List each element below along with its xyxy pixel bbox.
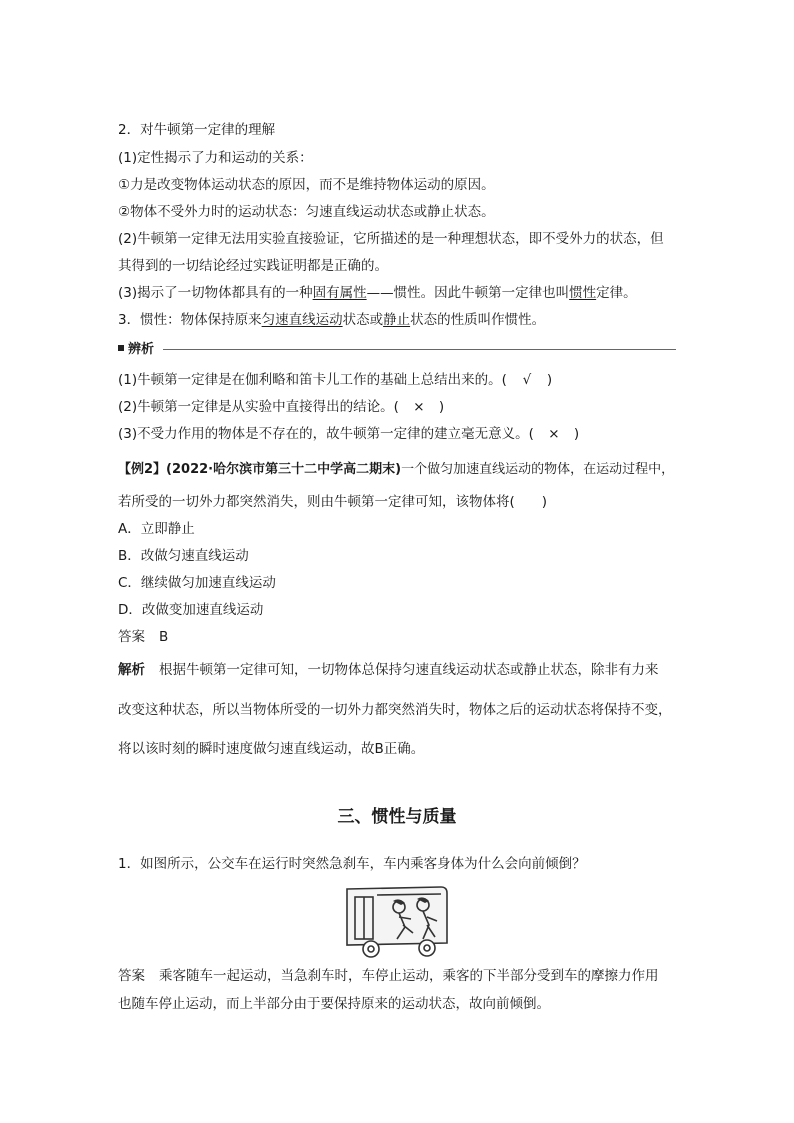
text-line: ②物体不受外力时的运动状态：匀速直线运动状态或静止状态。 [118, 204, 495, 220]
answer-label: 答案 [118, 629, 145, 645]
underlined-term: 静止 [383, 312, 411, 328]
cross-mark: × [548, 426, 560, 442]
example-question [118, 460, 674, 480]
answer-line [118, 966, 659, 986]
text-segment: 状态的性质叫作惯性。 [410, 312, 546, 328]
analysis-text: 改变这种状态，所以当物体所受的一切外力都突然消失时，物体之后的运动状态将保持不变， [118, 702, 672, 718]
answer-text: 乘客随车一起运动，当急刹车时，车停止运动，乘客的下半部分受到车的摩擦力作用 [159, 968, 659, 984]
judgement-text: (2)牛顿第一定律是从实验中直接得出的结论。( [118, 399, 399, 415]
judgement-item [118, 370, 552, 390]
judgement-item [118, 424, 579, 444]
judgement-text: (3)不受力作用的物体是不存在的，故牛顿第一定律的建立毫无意义。( [118, 426, 534, 442]
square-bullet-icon [118, 345, 124, 351]
text-segment: (3)揭示了一切物体都具有的一种 [118, 285, 313, 301]
check-mark: √ [522, 372, 532, 388]
bianxi-label: 辨析 [128, 342, 155, 357]
text-segment: 定律。 [596, 285, 637, 301]
close-paren: ) [546, 372, 553, 388]
cross-mark: × [413, 399, 425, 415]
analysis-text: 根据牛顿第一定律可知，一切物体总保持匀速直线运动状态或静止状态，除非有力来 [159, 662, 659, 678]
section-title: 三、惯性与质量 [337, 807, 457, 827]
text-line: 其得到的一切结论经过实践证明都是正确的。 [118, 258, 388, 274]
example-source: (2022·哈尔滨市第三十二中学高二期末) [166, 462, 402, 477]
answer-value: B [159, 629, 169, 645]
text-line: (2)牛顿第一定律无法用实验直接验证，它所描述的是一种理想状态，即不受外力的状态，但 [118, 231, 664, 247]
judgement-item [118, 397, 444, 417]
analysis-label: 解析 [118, 662, 145, 678]
text-segment: 3．惯性：物体保持原来 [118, 312, 262, 328]
close-paren: ) [573, 426, 580, 442]
divider [163, 349, 676, 350]
analysis-text: 将以该时刻的瞬时速度做匀速直线运动，故B正确。 [118, 741, 425, 757]
underlined-term: 固有属性 [312, 285, 367, 301]
option-a: A．立即静止 [118, 521, 195, 537]
analysis-line [118, 660, 659, 680]
answer-line [118, 627, 168, 647]
text-line [118, 283, 637, 303]
question-text: 一个做匀加速直线运动的物体，在运动过程中， [401, 462, 675, 477]
bus-braking-illustration [341, 881, 453, 963]
option-c: C．继续做匀加速直线运动 [118, 575, 276, 591]
answer-label: 答案 [118, 968, 145, 984]
text-line: (1)定性揭示了力和运动的关系： [118, 150, 313, 166]
option-d: D．改做变加速直线运动 [118, 602, 264, 618]
text-segment: ——惯性。因此牛顿第一定律也叫 [366, 285, 570, 301]
option-b: B．改做匀速直线运动 [118, 548, 249, 564]
question-text: 若所受的一切外力都突然消失，则由牛顿第一定律可知，该物体将( ) [118, 494, 548, 510]
underlined-term: 惯性 [569, 285, 597, 301]
section-heading: 2．对牛顿第一定律的理解 [118, 122, 276, 138]
question-text: 1．如图所示，公交车在运行时突然急刹车，车内乘客身体为什么会向前倾倒？ [118, 856, 586, 872]
answer-text: 也随车停止运动，而上半部分由于要保持原来的运动状态，故向前倾倒。 [118, 996, 550, 1012]
text-segment: 状态或 [342, 312, 384, 328]
close-paren: ) [438, 399, 445, 415]
definition-line [118, 310, 545, 330]
judgement-text: (1)牛顿第一定律是在伽利略和笛卡儿工作的基础上总结出来的。( [118, 372, 507, 388]
example-tag: 【例2】 [118, 462, 167, 477]
text-line: ①力是改变物体运动状态的原因，而不是维持物体运动的原因。 [118, 177, 495, 193]
underlined-term: 匀速直线运动 [261, 312, 343, 328]
